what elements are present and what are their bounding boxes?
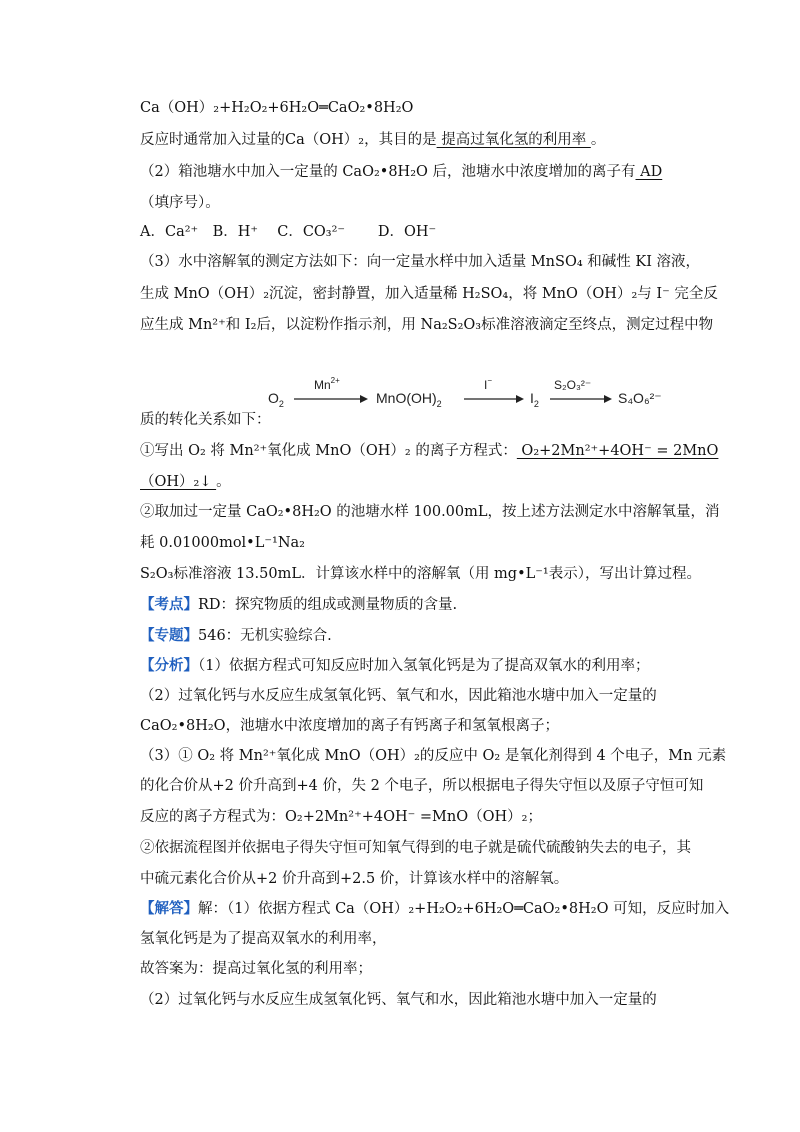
scheme-mn: $Mn^{2+}$: [314, 376, 340, 392]
zhuanti-text: 546：无机实验综合.: [198, 628, 332, 644]
fenxi-line: 反应的离子方程式为：O₂+2Mn²⁺+4OH⁻ =MnO（OH）₂；: [140, 809, 542, 825]
text: （2）箱池塘水中加入一定量的 CaO₂•8H₂O 后，池塘水中浓度增加的离子有: [140, 164, 636, 180]
fenxi-line: 的化合价从+2 价升高到+4 价，失 2 个电子，所以根据电子得失守恒以及原子守恒可知: [140, 778, 704, 794]
fenxi-line: 中硫元素化合价从+2 价升高到+2.5 价，计算该水样中的溶解氧。: [140, 871, 569, 887]
question-3-line: 生成 MnO（OH）₂沉淀，密封静置，加入适量稀 H₂SO₄，将 MnO（OH）₂与 I⁻ 完全反: [140, 286, 718, 302]
arrow-head: [360, 395, 368, 403]
options-row: [140, 222, 436, 242]
question-1-purpose: [140, 130, 605, 150]
option-c: C．CO₃²⁻: [277, 224, 346, 240]
question-3-part-1: [140, 441, 718, 461]
scheme-s4o6: S₄O₆²⁻: [618, 390, 662, 406]
option-b: B．H⁺: [212, 224, 259, 240]
fenxi-line: CaO₂•8H₂O，池塘水中浓度增加的离子有钙离子和氢氧根离子；: [140, 718, 560, 734]
tag-kaodian: 【考点】: [140, 596, 198, 613]
fenxi-text: （1）依据方程式可知反应时加入氢氧化钙是为了提高双氧水的利用率；: [198, 658, 650, 674]
text: 。: [216, 474, 231, 490]
arrow-head: [516, 395, 524, 403]
scheme-s2o3: S₂O₃²⁻: [554, 378, 592, 392]
question-3-part-2: ②取加过一定量 CaO₂•8H₂O 的池塘水样 100.00mL，按上述方法测定水中溶解氧量，消: [140, 504, 720, 520]
fenxi-line: （3）① O₂ 将 Mn²⁺氧化成 MnO（OH）₂的反应中 O₂ 是氧化剂得到 4 个电子，Mn 元素: [140, 748, 727, 764]
tag-jieda: 【解答】: [140, 900, 198, 917]
fenxi-line: （2）过氧化钙与水反应生成氢氧化钙、氧气和水，因此箱池水塘中加入一定量的: [140, 688, 657, 704]
fenxi-row: [140, 656, 649, 676]
equation-line: Ca（OH）₂+H₂O₂+6H₂O═CaO₂•8H₂O: [140, 100, 414, 116]
option-d: D．OH⁻: [377, 224, 437, 240]
kaodian-row: [140, 595, 457, 615]
answer-blank: 提高过氧化氢的利用率: [436, 132, 591, 148]
answer-blank: （OH）₂↓: [140, 474, 217, 490]
option-a: A．Ca²⁺: [140, 224, 199, 240]
scheme-caption: 质的转化关系如下：: [140, 412, 271, 428]
zhuanti-row: [140, 626, 332, 646]
scheme-iodide: I−: [484, 376, 493, 392]
kaodian-text: RD：探究物质的组成或测量物质的含量.: [198, 597, 458, 613]
question-3-line: 应生成 Mn²⁺和 I₂后，以淀粉作指示剂，用 Na₂S₂O₃标准溶液滴定至终点，测定过程中物: [140, 317, 714, 333]
text: 。: [590, 132, 606, 148]
jieda-row: [140, 899, 729, 919]
question-3-part-2: 耗 0.01000mol•L⁻¹Na₂: [140, 535, 305, 551]
answer-blank: O₂+2Mn²⁺+4OH⁻ = 2MnO: [516, 443, 719, 459]
jieda-line: （2）过氧化钙与水反应生成氢氧化钙、氧气和水，因此箱池水塘中加入一定量的: [140, 992, 657, 1008]
jieda-line: 故答案为：提高过氧化氢的利用率；: [140, 961, 372, 977]
reaction-scheme: [268, 373, 688, 413]
tag-zhuanti: 【专题】: [140, 627, 198, 644]
arrow-head: [604, 395, 612, 403]
question-3-line: （3）水中溶解氧的测定方法如下：向一定量水样中加入适量 MnSO₄ 和碱性 KI 溶液，: [140, 254, 701, 270]
scheme-mnooh: $MnO(OH)_2$: [376, 390, 442, 409]
fill-note: （填序号）。: [140, 195, 220, 211]
tag-fenxi: 【分析】: [140, 657, 198, 674]
question-2: [140, 162, 662, 182]
answer-blank: AD: [635, 164, 663, 180]
jieda-line: 氢氧化钙是为了提高双氧水的利用率，: [140, 931, 387, 947]
text: 反应时通常加入过量的Ca（OH）₂，其目的是: [140, 132, 437, 148]
jieda-text: 解：（1）依据方程式 Ca（OH）₂+H₂O₂+6H₂O═CaO₂•8H₂O 可知，反应时加入: [198, 901, 730, 917]
fenxi-line: ②依据流程图并依据电子得失守恒可知氧气得到的电子就是硫代硫酸钠失去的电子，其: [140, 840, 691, 856]
question-3-part-2: S₂O₃标准溶液 13.50mL．计算该水样中的溶解氧（用 mg•L⁻¹表示），写出计算过程。: [140, 566, 701, 582]
question-3-part-1-cont: [140, 472, 231, 492]
scheme-o2: $O_2$: [268, 390, 284, 409]
text: ①写出 O₂ 将 Mn²⁺氧化成 MnO（OH）₂ 的离子方程式：: [140, 443, 517, 459]
scheme-i2: $I_2$: [530, 390, 539, 409]
